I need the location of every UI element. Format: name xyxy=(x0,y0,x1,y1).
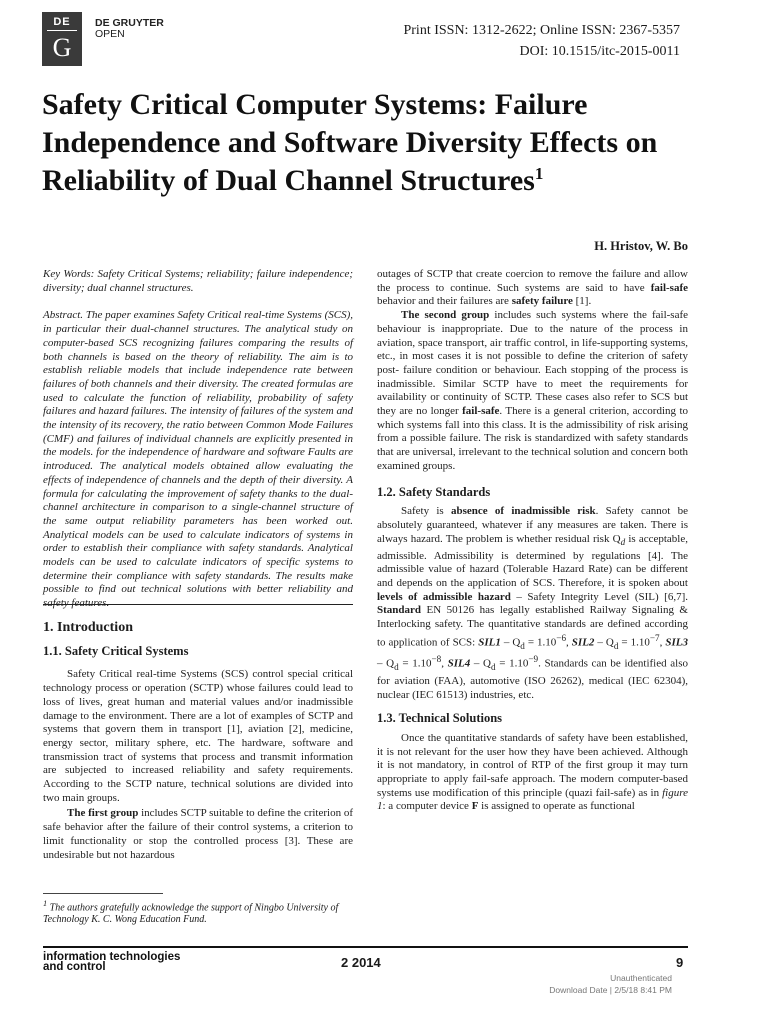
page-number: 9 xyxy=(676,955,684,970)
sil1-val: = 1.10 xyxy=(524,636,557,649)
r2c: . There is a general criterion, according to which systems fall into this class. It is the admissibility of risk arising from a possible failure. The risk is standardized with safety standards that are universal, irrelevant to the technical solution and concern both examined groups. xyxy=(377,405,688,472)
inadmissible-risk-term: absence of inadmissible risk xyxy=(450,505,596,518)
r1c: behavior and their failures are xyxy=(377,295,512,308)
footnote xyxy=(43,898,353,926)
r2: includes such systems where the fail-safe behaviour is inappropriate. Due to the nature of the process in aviation, space transport, air traffic control, in life-supporting systems, etc., in most cases it is not possible to define the criterion of safety post- failure condition or behaviour. Each stopping of the process is inadmissible. Similar SCTP have to meet the requirements for availability or continuity of SCTP. These cases also refer to SCS but they are no longer xyxy=(377,309,688,418)
footnote-mark: 1 xyxy=(43,899,48,908)
issn-text: Print ISSN: 1312-2622; Online ISSN: 2367-5357 xyxy=(403,23,680,38)
issn-block xyxy=(403,20,680,62)
sil1-sub: d xyxy=(520,640,525,651)
left-column-body xyxy=(43,621,353,862)
publisher-line2: OPEN xyxy=(95,28,125,40)
fail-safe-term: fail-safe xyxy=(650,281,688,294)
sil1-label: SIL1 xyxy=(478,636,501,649)
technical-paragraph xyxy=(377,732,688,814)
r4a: Once the quantitative standards of safety have been established, it is not relevant for the user how they have been achieved. Although it is not mandatory, in control of RTP of the first group it may turn appropriate to apply fail-safe approach. The modern computer-based systems use modification of this principle (quazi fail-safe) as in xyxy=(377,731,688,799)
abstract: Abstract. The paper examines Safety Critical real-time Systems (SCS), in particular their dual-channel structures. The analytical study on computer-based SCS recognizing failures comparing the results of both channels is based on the theory of reliability. The aim is to establish reliable models that include independence rate between failures of both channels and their diversity. The created formulas are used to calculate the function of reliability, probability of safety failures and hazard failures. The intensity of failures of the system and the intensity of its recovery, the ratio between Common Mode Failures (CMF) and failures of individual channels are explicitly presented in the models. for the independence of hardware and software Faults are introduced. The analytical models obtained allow evaluating the effects of independence of channels and the depth of their diversity. A formula for calculating the improvement of safety thanks to the dual-channel architecture in comparison to a single-channel structure of the same output reliability parameters has been worked out. Analytical models can be used to calculate indicators of systems in order to establish their compliance with safety standards. Analytical models can be used to calculate indicators of specific systems to determine their compliance with safety standards. The results make possible to find out technical solutions with better reliability and safety features. xyxy=(43,309,353,610)
footnote-divider xyxy=(43,893,163,894)
r3a: Safety is xyxy=(401,505,451,518)
logo-bottom-text: G xyxy=(52,33,72,62)
sil3-label: SIL3 xyxy=(665,636,689,649)
issue-number: 2 2014 xyxy=(341,955,381,970)
right-paragraph-1 xyxy=(377,268,688,309)
first-group-label: The first group xyxy=(67,807,139,820)
r1a: outages of SCTP that create coercion to remove the failure and allow the process to continue. Such systems are said to have xyxy=(377,268,688,294)
right-paragraph-2 xyxy=(377,309,688,473)
download-date: Download Date | 2/5/18 8:41 PM xyxy=(549,985,672,995)
abstract-divider xyxy=(43,604,353,605)
sil2-label: SIL2 xyxy=(571,636,595,649)
footer-rule xyxy=(43,946,688,948)
sil1-eq: – Q xyxy=(500,636,521,649)
intro-paragraph-1: Safety Critical real-time Systems (SCS) control special critical technology process or operation (SCTP) whose failures could lead to loss of lives, great human and material values and/or inadmissible damage to the environment. There are a lot of examples of SCTP and systems that govern them in transport [1], aviation [2], medicine, energy sector, military sphere, etc. The hardware, software and transmission tract of systems that process and transmit information are subjected to increased reliability and safety requirements. According to the SCTP nature, technical solutions are divided into two main groups. xyxy=(43,668,353,804)
sil4-val: = 1.10 xyxy=(495,657,529,670)
qd-subscript: d xyxy=(620,536,626,547)
logo-divider xyxy=(47,30,77,31)
intro-paragraph-2 xyxy=(43,807,353,862)
logo-top-text: DE xyxy=(53,16,71,28)
sil3-sub: d xyxy=(394,662,399,673)
second-group-label: The second group xyxy=(401,309,490,322)
sil3-eq: – Q xyxy=(377,657,395,670)
authors: H. Hristov, W. Bo xyxy=(594,239,688,253)
journal-line1: information technologies xyxy=(43,951,181,963)
keywords: Key Words: Safety Critical Systems; reliability; failure independence; diversity; dual channel structures. xyxy=(43,268,353,294)
r1e: [1]. xyxy=(572,295,592,308)
sil4-eq: – Q xyxy=(470,657,491,670)
r3i: . Standards can be identified also for aviation (FAA), automotive (ISO 26262), medical (IEC 62304), nuclear (IEC 61513) industries, etc. xyxy=(377,657,688,701)
sil2-exp: −7 xyxy=(649,632,660,643)
unauthenticated-label: Unauthenticated xyxy=(610,973,672,983)
r3c: . Safety cannot be absolutely guaranteed, whatever if any measures are taken. There is always hazard. The problem is whether residual risk Q xyxy=(377,505,688,545)
r3d: is acceptable, admissible. Admissibility is determined by regulations [4]. The admissible value of hazard (Tolerable Hazard Rate) can be different and depends on the application of SCS. Therefore, it is spoken about xyxy=(377,532,688,589)
sil3-val: = 1.10 xyxy=(398,657,432,670)
first-group-text: includes SCTP suitable to define the criterion of safe behavior after the failure of their control systems, a criterion to limit functionality or stop the controlled process [3]. These are undesirable but not hazardous xyxy=(43,807,353,861)
paper-title xyxy=(42,86,682,200)
levels-term: levels of admissible hazard xyxy=(377,590,511,603)
doi-text: DOI: 10.1515/itc-2015-0011 xyxy=(519,44,680,59)
right-column xyxy=(377,268,688,814)
figure-ref: figure 1 xyxy=(377,786,688,813)
subsection-heading-standards: 1.2. Safety Standards xyxy=(377,484,491,499)
section-heading-introduction: 1. Introduction xyxy=(43,620,133,635)
subsection-heading-scs: 1.1. Safety Critical Systems xyxy=(43,643,189,658)
publisher-logo xyxy=(42,12,82,66)
sil2-eq: – Q xyxy=(594,636,614,649)
device-f: F xyxy=(471,800,479,813)
sil2-sub: d xyxy=(613,640,619,651)
journal-name xyxy=(43,952,180,972)
title-text: Safety Critical Computer Systems: Failure Independence and Software Diversity Effects on Reliability of Dual Channel Structures xyxy=(42,88,658,197)
sil4-exp: −9 xyxy=(528,654,539,665)
r4e: is assigned to operate as functional xyxy=(478,800,635,813)
r3h: EN 50126 has legally established Railway Signaling & Interlocking safety. The quantitative standards are defined according to application of SCS: xyxy=(377,604,688,649)
sil3-exp: −8 xyxy=(431,654,442,665)
sil4-sub: d xyxy=(490,662,496,673)
standards-paragraph: Safety is absence of inadmissible risk. Safety cannot be absolutely guaranteed, whatever if any measures are taken. There is always hazard. The problem is whether residual risk $Q_d$ is acceptable, admissible. Admissibility is determined by regulations [4]. The admissible value of hazard (Tolerable Hazard Rate) can be different and depends on the application of SCS. Therefore, it is spoken about levels of admissible hazard – Safety Integrity Level (SIL) [6,7]. Standard EN 50126 has legally established Railway Signaling & Interlocking safety. The quantitative standards are defined according to application of SCS: $SIL1 - Q_d = 1.10^{-6}$, $SIL2 - Q_d = 1.10^{-7}$, $SIL3 - Q_d = 1.10^{-8}$, $SIL4 - Q_d = 1.10^{-9}$. Standards can be identified also for aviation (FAA), automotive (ISO 26262), medical (IEC 62304), nuclear (IEC 61513) industries, etc. xyxy=(377,505,689,701)
sil2-val: = 1.10 xyxy=(618,636,650,649)
sil1-exp: −6 xyxy=(556,632,567,643)
standard-term: Standard xyxy=(377,604,422,617)
title-footnote-mark: 1 xyxy=(534,164,544,183)
safety-failure-term: safety failure xyxy=(511,295,573,308)
subsection-heading-technical: 1.3. Technical Solutions xyxy=(377,711,503,726)
publisher-name xyxy=(95,18,164,40)
r4c: : a computer device xyxy=(382,800,472,813)
left-column-top xyxy=(43,268,353,611)
footnote-text: The authors gratefully acknowledge the support of Ningbo University of Technology K. C. Wong Education Fund. xyxy=(43,902,339,926)
publisher-line1: DE GRUYTER xyxy=(95,17,164,29)
r3f: – Safety Integrity Level (SIL) [6,7]. xyxy=(510,590,688,603)
sil4-label: SIL4 xyxy=(447,657,471,670)
journal-line2: and control xyxy=(43,961,106,973)
fail-safe-term-2: fail-safe xyxy=(462,405,500,418)
